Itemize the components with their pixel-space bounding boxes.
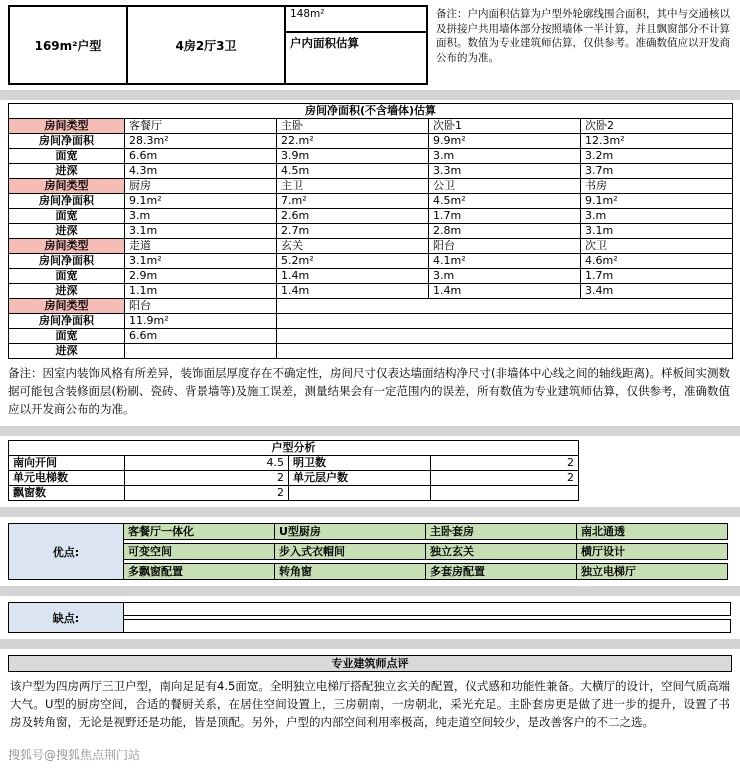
analysis-label-cell <box>289 486 431 501</box>
room-cell: 3.3m <box>429 164 581 179</box>
analysis-row <box>9 486 579 501</box>
pros-item: 步入式衣帽间 <box>274 543 426 560</box>
room-cell: 4.5m² <box>429 194 581 209</box>
row-header-cell: 进深 <box>9 344 125 359</box>
row-header-cell: 进深 <box>9 284 125 299</box>
pros-item: 主卧套房 <box>425 523 577 540</box>
row-header-cell: 房间净面积 <box>9 194 125 209</box>
room-cell: 2.6m <box>277 209 429 224</box>
room-table-row <box>9 299 733 314</box>
row-header-cell: 面宽 <box>9 329 125 344</box>
room-cell: 阳台 <box>125 299 277 314</box>
review-text: 该户型为四房两厅三卫户型，南向足足有4.5面宽。全明独立电梯厅搭配独立玄关的配置，仪式感和功能性兼备。大横厅的设计，空间气质高端大气。U型的厨房空间，合适的餐厨关系，在居住空间设置上，三房朝南，一房朝北，采光充足。主卧套房更是做了进一步的提升，设置了书房及转角窗，无论是视野还是功能，皆是顶配。另外，户型的内部空间利用率极高，纯走道空间较少，是改善客户的不二之选。 <box>8 672 732 739</box>
room-cell: 3.m <box>429 269 581 284</box>
room-table-row <box>9 149 733 164</box>
room-cell: 2.7m <box>277 224 429 239</box>
room-table-row <box>9 209 733 224</box>
room-cell: 3.m <box>581 209 733 224</box>
row-header-cell: 房间净面积 <box>9 134 125 149</box>
unit-analysis-table <box>8 440 579 501</box>
room-table-row <box>9 179 733 194</box>
pros-row <box>123 563 728 580</box>
room-area-table <box>8 103 733 359</box>
room-table-row <box>9 269 733 284</box>
room-cell: 9.9m² <box>429 134 581 149</box>
room-cell: 28.3m² <box>125 134 277 149</box>
analysis-label-cell: 飘窗数 <box>9 486 125 501</box>
row-header-cell: 面宽 <box>9 149 125 164</box>
watermark: 搜狐号@搜狐焦点荆门站 <box>8 747 141 762</box>
room-cell: 主卫 <box>277 179 429 194</box>
area-estimate-note: 备注：户内面积估算为户型外轮廓线围合面积，其中与交通核以及拼接户共用墙体部分按照墙体一半计算，并且飘窗部分不计算面积。数值为专业建筑师估算，仅供参考。准确数值应以开发商公布的为准。 <box>436 8 730 65</box>
room-cell: 1.4m <box>277 269 429 284</box>
room-cell: 1.7m <box>429 209 581 224</box>
room-cell: 9.1m² <box>125 194 277 209</box>
pros-row <box>123 543 728 560</box>
room-cell: 玄关 <box>277 239 429 254</box>
room-cell: 7.m² <box>277 194 429 209</box>
room-cell: 次卧2 <box>581 119 733 134</box>
room-table-row <box>9 344 733 359</box>
room-cell: 次卫 <box>581 239 733 254</box>
section-divider <box>0 426 740 436</box>
measurement-note: 备注：因室内装饰风格有所差异，装饰面层厚度存在不确定性，房间尺寸仅表达墙面结构净尺寸(非墙体中心线之间的轴线距离)。样板间实测数据可能包含装修面层(粉刷、瓷砖、背景墙等)及施工误差，测量结果会有一定范围内的误差，所有数值为专业建筑师估算，仅供参考，准确数值应以开发商公布的为准。 <box>8 359 732 426</box>
row-header-cell: 房间净面积 <box>9 314 125 329</box>
room-table-row <box>9 119 733 134</box>
analysis-value-cell <box>431 486 579 501</box>
row-header-cell: 面宽 <box>9 269 125 284</box>
room-cell: 4.1m² <box>429 254 581 269</box>
room-cell: 4.5m <box>277 164 429 179</box>
room-table-row <box>9 194 733 209</box>
room-table-row <box>9 284 733 299</box>
room-table-row <box>9 239 733 254</box>
analysis-title: 户型分析 <box>9 441 579 456</box>
room-table-row <box>9 134 733 149</box>
pros-item: 转角窗 <box>274 563 426 580</box>
room-cell: 1.4m <box>277 284 429 299</box>
room-cell: 3.m <box>429 149 581 164</box>
analysis-label-cell: 明卫数 <box>289 456 431 471</box>
pros-item: 多飘窗配置 <box>123 563 275 580</box>
row-header-cell: 房间类型 <box>9 179 125 194</box>
section-divider <box>0 507 740 517</box>
empty-cell <box>277 314 733 329</box>
room-cell: 4.6m² <box>581 254 733 269</box>
analysis-row <box>9 456 579 471</box>
room-cell: 9.1m² <box>581 194 733 209</box>
unit-type-cell: 169m²户型 <box>9 6 127 84</box>
room-cell: 客餐厅 <box>125 119 277 134</box>
room-table-title-row <box>9 104 733 119</box>
pros-section <box>8 523 732 580</box>
inner-area-value-cell: 148m² <box>285 6 427 32</box>
unit-summary-table <box>8 5 428 85</box>
analysis-value-cell: 2 <box>431 471 579 486</box>
row-header-cell: 进深 <box>9 224 125 239</box>
empty-cell <box>277 299 733 314</box>
room-cell: 1.4m <box>429 284 581 299</box>
analysis-label-cell: 单元层户数 <box>289 471 431 486</box>
room-cell: 阳台 <box>429 239 581 254</box>
cons-item <box>123 619 731 633</box>
room-cell: 4.3m <box>125 164 277 179</box>
room-cell: 1.7m <box>581 269 733 284</box>
room-cell: 12.3m² <box>581 134 733 149</box>
analysis-value-cell: 2 <box>431 456 579 471</box>
analysis-value-cell: 4.5 <box>125 456 289 471</box>
room-cell: 厨房 <box>125 179 277 194</box>
section-divider <box>0 639 740 649</box>
pros-item: 独立电梯厅 <box>576 563 728 580</box>
room-table-title: 房间净面积(不含墙体)估算 <box>9 104 733 119</box>
room-cell: 3.1m <box>581 224 733 239</box>
unit-layout-cell: 4房2厅3卫 <box>127 6 285 84</box>
room-table-row <box>9 164 733 179</box>
row-header-cell: 进深 <box>9 164 125 179</box>
room-cell: 3.4m <box>581 284 733 299</box>
review-title: 专业建筑师点评 <box>8 655 732 672</box>
inner-area-label-cell: 户内面积估算 <box>285 32 427 84</box>
room-cell: 3.1m <box>125 224 277 239</box>
room-cell: 公卫 <box>429 179 581 194</box>
cons-label: 缺点: <box>8 602 124 633</box>
room-cell: 次卧1 <box>429 119 581 134</box>
room-table-row <box>9 314 733 329</box>
row-header-cell: 房间类型 <box>9 239 125 254</box>
room-cell: 1.1m <box>125 284 277 299</box>
cons-item <box>123 602 731 616</box>
room-table-row <box>9 224 733 239</box>
pros-item: 多套房配置 <box>425 563 577 580</box>
room-cell: 22.m² <box>277 134 429 149</box>
row-header-cell: 面宽 <box>9 209 125 224</box>
room-cell: 书房 <box>581 179 733 194</box>
room-cell: 3.2m <box>581 149 733 164</box>
pros-label: 优点: <box>8 523 124 580</box>
empty-cell <box>277 344 733 359</box>
room-cell <box>125 344 277 359</box>
room-table-row <box>9 329 733 344</box>
room-cell: 主卧 <box>277 119 429 134</box>
room-cell: 2.9m <box>125 269 277 284</box>
row-header-cell: 房间类型 <box>9 119 125 134</box>
row-header-cell: 房间净面积 <box>9 254 125 269</box>
analysis-title-row <box>9 441 579 456</box>
room-cell: 5.2m² <box>277 254 429 269</box>
room-cell: 3.m <box>125 209 277 224</box>
analysis-label-cell: 南向开间 <box>9 456 125 471</box>
room-table-row <box>9 254 733 269</box>
pros-item: 可变空间 <box>123 543 275 560</box>
cons-section <box>8 602 732 633</box>
room-cell: 6.6m <box>125 329 277 344</box>
pros-row <box>123 523 728 540</box>
analysis-value-cell: 2 <box>125 486 289 501</box>
analysis-row <box>9 471 579 486</box>
room-cell: 3.7m <box>581 164 733 179</box>
row-header-cell: 房间类型 <box>9 299 125 314</box>
analysis-value-cell: 2 <box>125 471 289 486</box>
pros-item: 独立玄关 <box>425 543 577 560</box>
pros-item: 横厅设计 <box>576 543 728 560</box>
room-cell: 2.8m <box>429 224 581 239</box>
section-divider <box>0 90 740 100</box>
section-divider <box>0 586 740 596</box>
room-cell: 走道 <box>125 239 277 254</box>
room-cell: 3.9m <box>277 149 429 164</box>
header-section <box>8 5 732 85</box>
room-cell: 11.9m² <box>125 314 277 329</box>
pros-item: 客餐厅一体化 <box>123 523 275 540</box>
pros-item: 南北通透 <box>576 523 728 540</box>
analysis-label-cell: 单元电梯数 <box>9 471 125 486</box>
room-cell: 6.6m <box>125 149 277 164</box>
empty-cell <box>277 329 733 344</box>
pros-item: U型厨房 <box>274 523 426 540</box>
room-cell: 3.1m² <box>125 254 277 269</box>
